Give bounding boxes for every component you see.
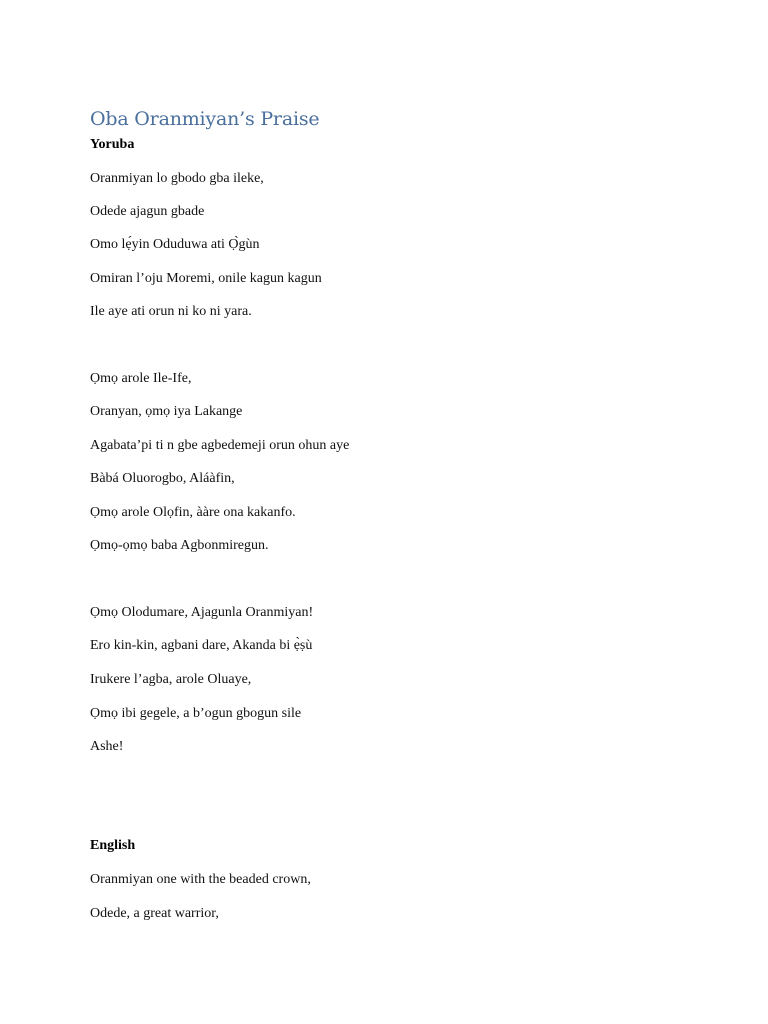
poem-line: Agabata’pi ti n gbe agbedemeji orun ohun aye [90, 438, 350, 453]
poem-line: Oranmiyan lo gbodo gba ileke, [90, 171, 264, 186]
poem-line: Odede, a great warrior, [90, 906, 219, 921]
poem-line: Omiran l’oju Moremi, onile kagun kagun [90, 271, 322, 286]
poem-line: Ọmọ ibi gegele, a b’ogun gbogun sile [90, 706, 302, 721]
poem-line: Ile aye ati orun ni ko ni yara. [90, 304, 252, 319]
section-heading-english: English [90, 838, 136, 853]
poem-line: Irukere l’agba, arole Oluaye, [90, 672, 252, 687]
poem-line: Bàbá Oluorogbo, Aláàfin, [90, 471, 235, 486]
poem-line: Ero kin-kin, agbani dare, Akanda bi ẹ̀ṣù [90, 638, 313, 653]
poem-line: Omo lẹ́yin Oduduwa ati Ọ̀gùn [90, 237, 260, 252]
section-heading-yoruba: Yoruba [90, 137, 135, 152]
poem-line: Oranyan, ọmọ iya Lakange [90, 404, 243, 419]
poem-line: Ọmọ Olodumare, Ajagunla Oranmiyan! [90, 605, 314, 620]
poem-line: Ashe! [90, 739, 124, 754]
poem-line: Oranmiyan one with the beaded crown, [90, 872, 311, 887]
document-title: Oba Oranmiyan’s Praise [90, 108, 320, 130]
poem-line: Ọmọ arole Olọfin, ààre ona kakanfo. [90, 505, 296, 520]
poem-line: Odede ajagun gbade [90, 204, 205, 219]
poem-line: Ọmọ-ọmọ baba Agbonmiregun. [90, 538, 269, 553]
poem-line: Ọmọ arole Ile-Ife, [90, 371, 192, 386]
